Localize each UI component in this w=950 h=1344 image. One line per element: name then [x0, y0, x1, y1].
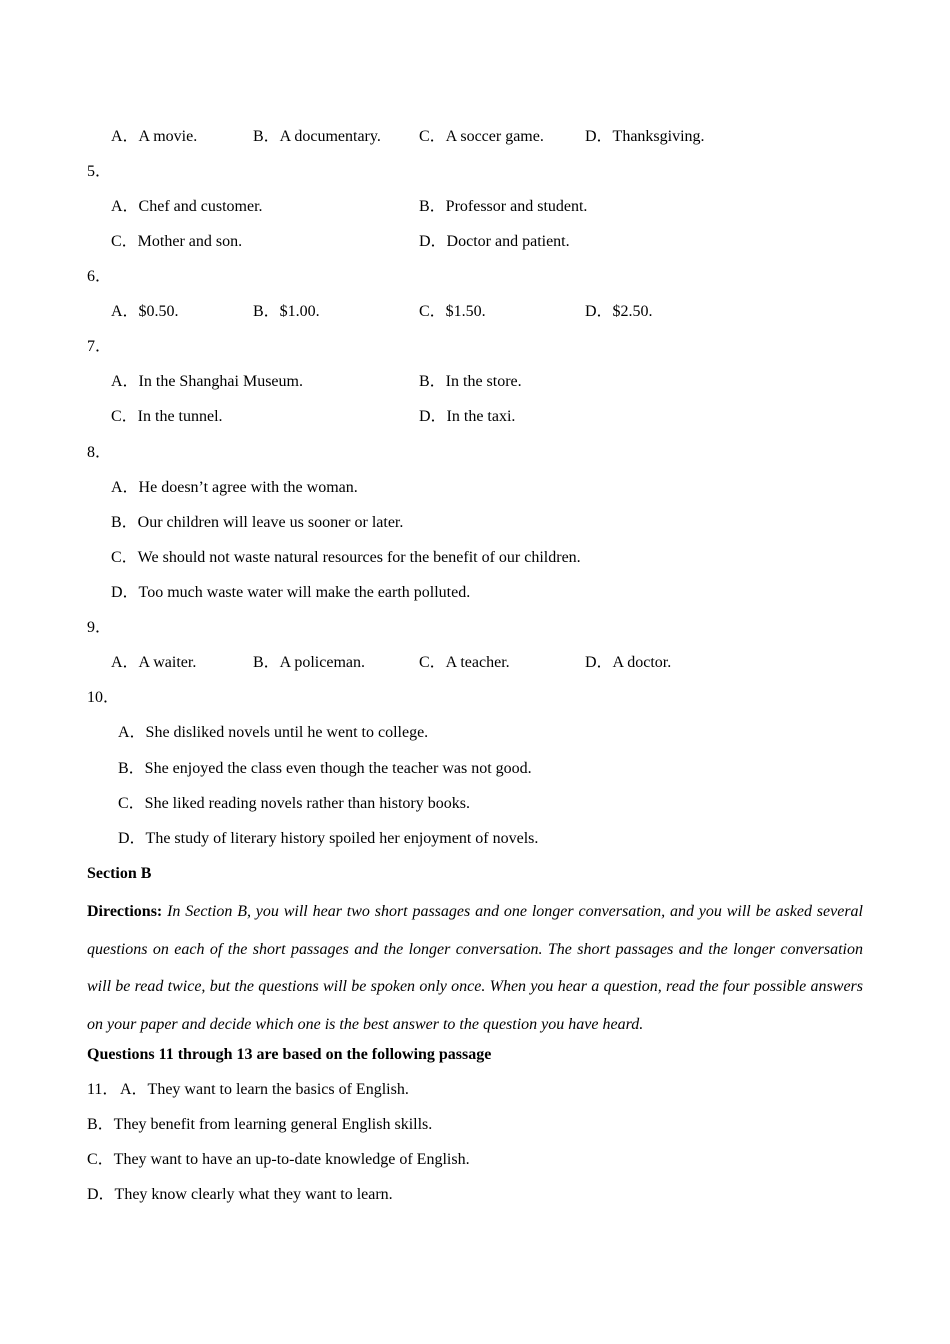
q10-option-c: C．She liked reading novels rather than history books. [118, 795, 470, 812]
q6-option-a: A．$0.50. [111, 303, 179, 320]
q7-option-d: D．In the taxi. [419, 408, 516, 425]
q5-number: 5． [87, 163, 112, 180]
q5-option-c: C．Mother and son. [111, 233, 243, 250]
q7-option-a: A．In the Shanghai Museum. [111, 373, 303, 390]
q9-number: 9． [87, 619, 112, 636]
q6-option-c: C．$1.50. [419, 303, 486, 320]
q11-option-a: A．They want to learn the basics of English. [120, 1081, 409, 1098]
q11-option-d: D．They know clearly what they want to learn. [87, 1186, 393, 1203]
q7-option-c: C．In the tunnel. [111, 408, 223, 425]
q8-option-c: C．We should not waste natural resources for the benefit of our children. [111, 549, 581, 566]
q10-number: 10． [87, 689, 120, 706]
q4-option-c: C．A soccer game. [419, 128, 544, 145]
q9-option-d: D．A doctor. [585, 654, 672, 671]
passage-heading: Questions 11 through 13 are based on the following passage [87, 1046, 492, 1063]
q7-number: 7． [87, 338, 112, 355]
directions-text: In Section B, you will hear two short passages and one longer conversation, and you will be asked several questions on each of the short passages and the longer conversation. The short passages and the longer conversation will be read twice, but the questions will be spoken only once. When you hear a question, read the four possible answers on your paper and decide which one is the best answer to the question you have heard. [87, 903, 864, 1033]
q4-option-b: B．A documentary. [253, 128, 381, 145]
q6-option-d: D．$2.50. [585, 303, 653, 320]
q8-option-a: A．He doesn’t agree with the woman. [111, 479, 358, 496]
q7-option-b: B．In the store. [419, 373, 522, 390]
q10-option-d: D．The study of literary history spoiled her enjoyment of novels. [118, 830, 539, 847]
q8-option-d: D．Too much waste water will make the earth polluted. [111, 584, 471, 601]
q11-option-c: C．They want to have an up-to-date knowledge of English. [87, 1151, 470, 1168]
q11-option-b: B．They benefit from learning general English skills. [87, 1116, 433, 1133]
q6-number: 6． [87, 268, 112, 285]
q6-option-b: B．$1.00. [253, 303, 320, 320]
q8-number: 8． [87, 444, 112, 461]
section-b-directions [87, 893, 863, 1043]
q10-option-a: A．She disliked novels until he went to college. [118, 724, 429, 741]
q5-option-d: D．Doctor and patient. [419, 233, 570, 250]
q4-option-a: A．A movie. [111, 128, 198, 145]
q11-number: 11． [87, 1081, 119, 1098]
section-b-title: Section B [87, 865, 152, 882]
directions-label: Directions: [87, 903, 163, 920]
q9-option-c: C．A teacher. [419, 654, 510, 671]
q4-option-d: D．Thanksgiving. [585, 128, 705, 145]
q8-option-b: B．Our children will leave us sooner or later. [111, 514, 404, 531]
q9-option-a: A．A waiter. [111, 654, 197, 671]
q10-option-b: B．She enjoyed the class even though the teacher was not good. [118, 760, 532, 777]
q9-option-b: B．A policeman. [253, 654, 365, 671]
q5-option-a: A．Chef and customer. [111, 198, 263, 215]
q5-option-b: B．Professor and student. [419, 198, 588, 215]
